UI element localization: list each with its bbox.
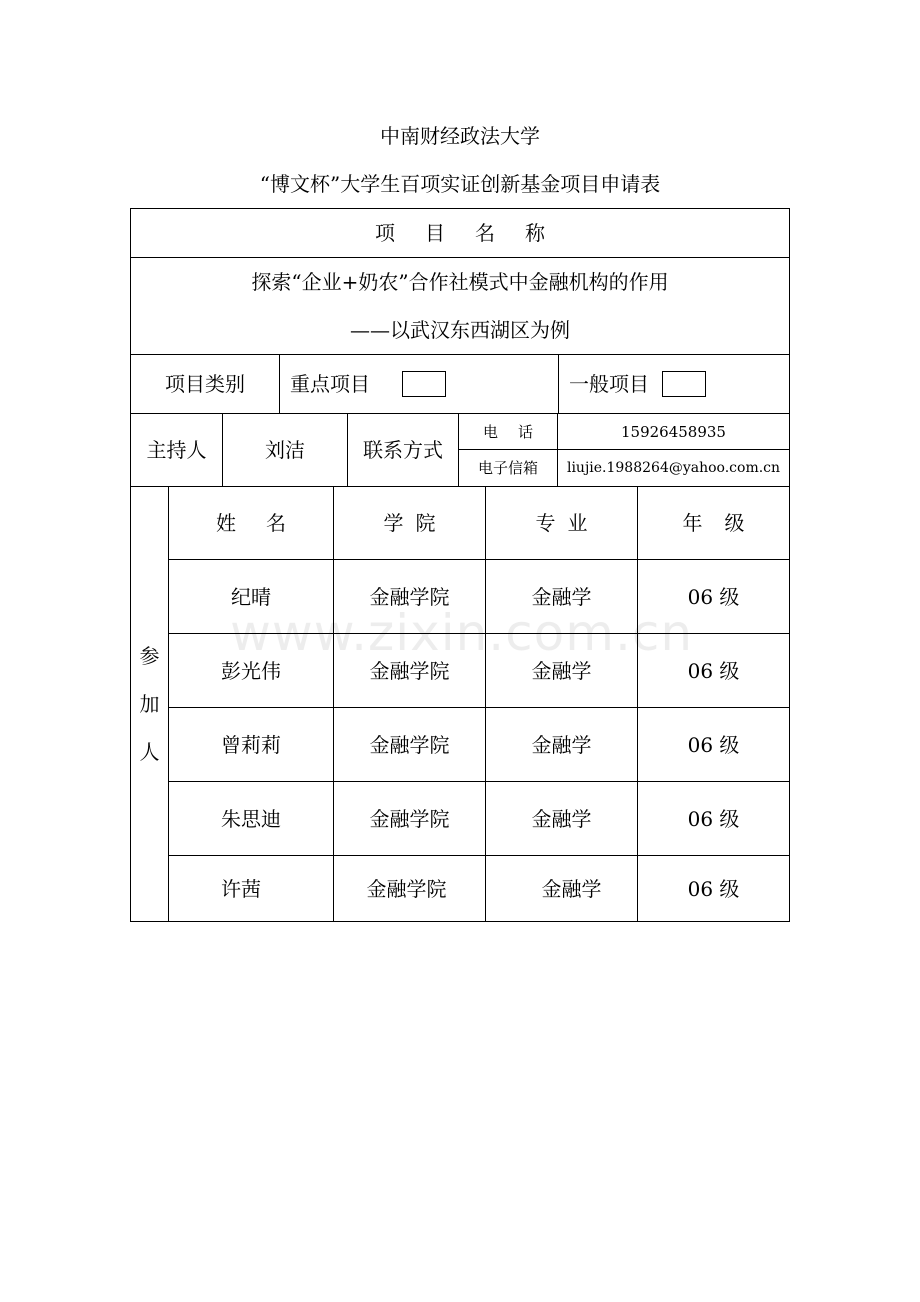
email-value: liujie.1988264@yahoo.com.cn — [566, 460, 781, 476]
participant-grade: 06 级 — [687, 806, 740, 831]
participant-major: 金融学 — [531, 658, 592, 683]
table-rule — [130, 257, 790, 258]
general-project-label: 一般项目 — [569, 372, 649, 396]
key-project-checkbox[interactable] — [402, 371, 446, 397]
project-title-line1: 探索“企业+奶农”合作社模式中金融机构的作用 — [251, 270, 669, 294]
host-label: 主持人 — [146, 438, 207, 462]
participant-grade: 06 级 — [687, 584, 740, 609]
participant-grade: 06 级 — [687, 732, 740, 757]
side-label-char: 加 — [139, 692, 160, 716]
participant-name: 曾莉莉 — [221, 732, 281, 757]
category-label: 项目类别 — [165, 372, 245, 396]
column-header-college: 学院 — [383, 511, 448, 535]
participant-college: 金融学院 — [369, 584, 450, 609]
host-name: 刘洁 — [265, 438, 305, 462]
participant-college: 金融学院 — [369, 658, 450, 683]
phone-value: 15926458935 — [621, 422, 726, 441]
participant-name: 纪晴 — [231, 584, 271, 609]
participant-major: 金融学 — [531, 584, 592, 609]
key-project-label: 重点项目 — [290, 372, 370, 396]
general-project-checkbox[interactable] — [662, 371, 706, 397]
university-title: 中南财经政法大学 — [380, 124, 540, 148]
participant-college: 金融学院 — [369, 806, 450, 831]
participant-major: 金融学 — [541, 876, 602, 901]
participant-grade: 06 级 — [687, 876, 740, 901]
participant-name: 彭光伟 — [221, 658, 281, 683]
participant-grade: 06 级 — [687, 658, 740, 683]
phone-label: 电话 — [482, 422, 553, 441]
watermark: www.zixin.com.cn — [230, 604, 694, 662]
participant-name: 朱思迪 — [221, 806, 281, 831]
participant-major: 金融学 — [531, 732, 592, 757]
participant-name: 许茜 — [221, 876, 261, 901]
participant-college: 金融学院 — [369, 732, 450, 757]
participants-side-label — [131, 487, 168, 921]
contact-label: 联系方式 — [363, 438, 443, 462]
side-label-char: 人 — [139, 740, 160, 764]
email-label: 电子信箱 — [477, 459, 538, 477]
side-label-char: 参 — [139, 644, 160, 668]
participant-major: 金融学 — [531, 806, 592, 831]
column-header-name: 姓名 — [216, 511, 316, 535]
form-title: “博文杯”大学生百项实证创新基金项目申请表 — [259, 172, 661, 196]
column-header-grade: 年级 — [682, 511, 767, 535]
project-title-line2: ——以武汉东西湖区为例 — [350, 318, 570, 342]
participant-college: 金融学院 — [366, 876, 447, 901]
project-name-header: 项目名称 — [375, 221, 575, 245]
table-border-right — [789, 208, 790, 922]
column-header-major: 专业 — [535, 511, 600, 535]
table-border-bottom — [130, 921, 790, 922]
